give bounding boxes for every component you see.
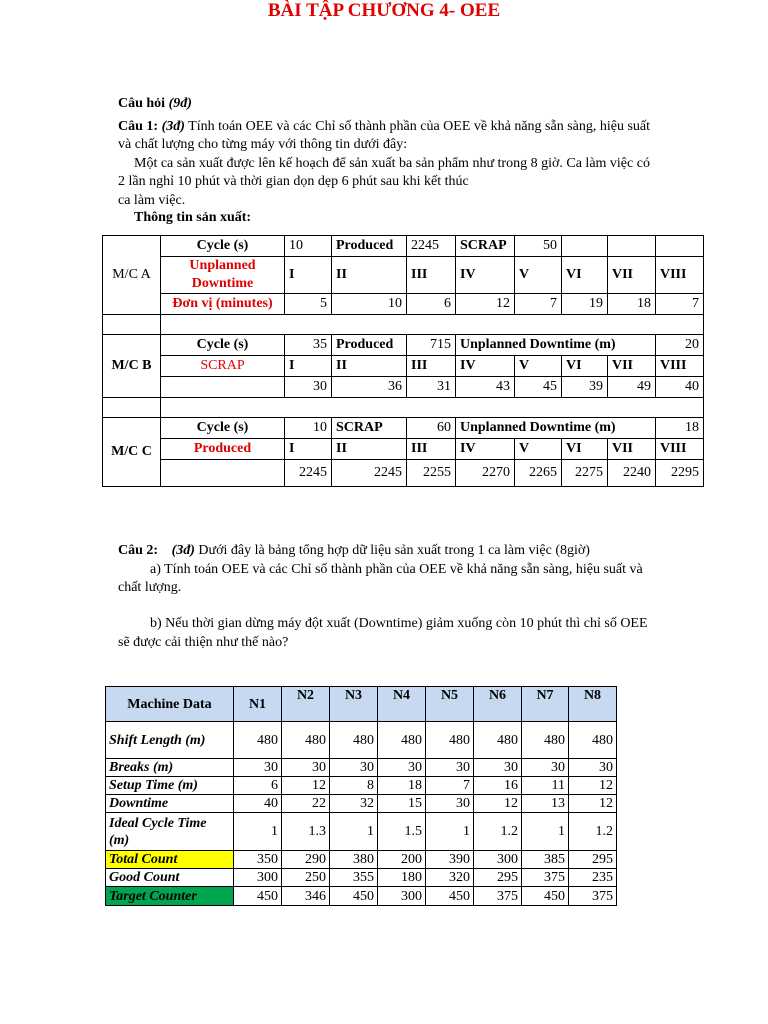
- q2-line1: [118, 542, 590, 560]
- mca-produced: 2245: [407, 236, 456, 257]
- table2-cell: 300: [378, 887, 426, 906]
- gap-row: [103, 315, 704, 335]
- table2-cell: 480: [330, 722, 378, 759]
- table2-cell: 450: [234, 887, 282, 906]
- mcc-row-1: [103, 418, 704, 439]
- mcc-downtime-label: Unplanned Downtime (m): [456, 418, 656, 439]
- table2-row-label: Setup Time (m): [106, 777, 234, 795]
- mca-scrap: 50: [515, 236, 562, 257]
- q2-a-line1: a) Tính toán OEE và các Chỉ số thành phần của OEE về khả năng sẵn sàng, hiệu suất và: [150, 562, 643, 577]
- table2-cell: 30: [378, 759, 426, 777]
- table2-cell: 12: [569, 795, 617, 813]
- mcc-roman: I: [285, 439, 332, 460]
- table2-cell: 250: [282, 869, 330, 887]
- mcb-roman: VIII: [656, 356, 704, 377]
- table2-row: [106, 722, 617, 759]
- mca-scrap-label: SCRAP: [456, 236, 515, 257]
- q2-label: Câu 2:: [118, 543, 159, 558]
- mcc-cycle-label: Cycle (s): [161, 418, 285, 439]
- mca-value: 5: [285, 294, 332, 315]
- mca-roman: VIII: [656, 257, 704, 294]
- mcc-name: M/C C: [103, 418, 161, 487]
- mcc-value: 2255: [407, 460, 456, 487]
- mcc-downtime: 18: [656, 418, 704, 439]
- table2-row: [106, 887, 617, 906]
- table2-cell: 22: [282, 795, 330, 813]
- q1-label: Câu 1:: [118, 119, 159, 134]
- q1-text: Tính toán OEE và các Chỉ số thành phần của OEE về khả năng sẵn sàng, hiệu suất: [184, 119, 651, 134]
- table2-row: [106, 813, 617, 851]
- table2-cell: 8: [330, 777, 378, 795]
- mca-downtime-label: Unplanned Downtime: [161, 257, 285, 294]
- page-title: BÀI TẬP CHƯƠNG 4- OEE: [267, 0, 501, 21]
- mca-value: 12: [456, 294, 515, 315]
- table2-cell: 480: [569, 722, 617, 759]
- mcc-roman: VI: [562, 439, 608, 460]
- table2-cell: 290: [282, 851, 330, 869]
- table2-header-cell: N6: [474, 687, 522, 722]
- mcc-value: 2270: [456, 460, 515, 487]
- table2-row-label: Downtime: [106, 795, 234, 813]
- mca-roman: II: [332, 257, 407, 294]
- table2-cell: 480: [378, 722, 426, 759]
- table2-cell: 1.5: [378, 813, 426, 851]
- mca-roman: I: [285, 257, 332, 294]
- table2-cell: 355: [330, 869, 378, 887]
- table2-cell: 16: [474, 777, 522, 795]
- mcc-scrap: 60: [407, 418, 456, 439]
- mcb-row-1: [103, 335, 704, 356]
- table2-cell: 375: [522, 869, 569, 887]
- table2-cell: 12: [569, 777, 617, 795]
- table2-cell: 375: [474, 887, 522, 906]
- table2-cell: 300: [474, 851, 522, 869]
- table2-row-label: Shift Length (m): [106, 722, 234, 759]
- table2-row: [106, 869, 617, 887]
- mcc-row-2: [103, 439, 704, 460]
- table2-cell: 15: [378, 795, 426, 813]
- table2-cell: 30: [426, 795, 474, 813]
- mcc-value: 2245: [285, 460, 332, 487]
- q1-para1: Một ca sản xuất được lên kế hoạch để sản xuất ba sản phẩm như trong 8 giờ. Ca làm việc có: [134, 156, 650, 171]
- table2-cell: 32: [330, 795, 378, 813]
- table2-cell: 295: [569, 851, 617, 869]
- table2-cell: 18: [378, 777, 426, 795]
- mca-cycle: 10: [285, 236, 332, 257]
- table2-cell: 390: [426, 851, 474, 869]
- mcc-value: 2275: [562, 460, 608, 487]
- mcb-cycle-label: Cycle (s): [161, 335, 285, 356]
- table2-cell: 1: [522, 813, 569, 851]
- table2-row: [106, 759, 617, 777]
- q2-points: (3đ): [171, 543, 195, 558]
- mca-roman: VII: [608, 257, 656, 294]
- table2-cell: 1.2: [569, 813, 617, 851]
- mcc-row-3: [103, 460, 704, 487]
- mcb-value: 40: [656, 377, 704, 398]
- mcb-value: 30: [285, 377, 332, 398]
- mca-value: 6: [407, 294, 456, 315]
- mcb-name: M/C B: [103, 335, 161, 398]
- table2-header-cell: N5: [426, 687, 474, 722]
- table2-cell: 200: [378, 851, 426, 869]
- mca-cycle-label: Cycle (s): [161, 236, 285, 257]
- table2-cell: 7: [426, 777, 474, 795]
- mca-row-3: [103, 294, 704, 315]
- mcb-produced: 715: [407, 335, 456, 356]
- table2-cell: 40: [234, 795, 282, 813]
- machine-data-table: [105, 686, 617, 906]
- table2-header-cell: Machine Data: [106, 687, 234, 722]
- table2-cell: 346: [282, 887, 330, 906]
- table2-cell: 1: [330, 813, 378, 851]
- mca-roman: III: [407, 257, 456, 294]
- table2-cell: 480: [234, 722, 282, 759]
- production-info-table: [102, 235, 704, 487]
- mcc-cycle: 10: [285, 418, 332, 439]
- table2-cell: 385: [522, 851, 569, 869]
- mcb-roman: II: [332, 356, 407, 377]
- mcc-value: 2240: [608, 460, 656, 487]
- mcc-scrap-label: SCRAP: [332, 418, 407, 439]
- table2-cell: 6: [234, 777, 282, 795]
- table2-header-cell: N2: [282, 687, 330, 722]
- gap-row: [103, 398, 704, 418]
- mca-value: 7: [656, 294, 704, 315]
- table2-row-label: Ideal Cycle Time (m): [106, 813, 234, 851]
- mcb-value: 39: [562, 377, 608, 398]
- table2-cell: 30: [474, 759, 522, 777]
- q2-b-line1: b) Nếu thời gian dừng máy đột xuất (Downtime) giảm xuống còn 10 phút thì chỉ số OEE: [150, 616, 648, 631]
- mca-produced-label: Produced: [332, 236, 407, 257]
- table2-row-label: Total Count: [106, 851, 234, 869]
- mcb-downtime-label: Unplanned Downtime (m): [456, 335, 656, 356]
- table2-row-label: Good Count: [106, 869, 234, 887]
- table2-row: [106, 777, 617, 795]
- q1-line1: [118, 118, 650, 136]
- table2-cell: 1: [426, 813, 474, 851]
- mcb-row-2: [103, 356, 704, 377]
- table2-cell: 450: [330, 887, 378, 906]
- mcc-value: 2265: [515, 460, 562, 487]
- mcc-roman: IV: [456, 439, 515, 460]
- table2-cell: 30: [522, 759, 569, 777]
- table2-cell: 300: [234, 869, 282, 887]
- mca-value: 18: [608, 294, 656, 315]
- table2-cell: 30: [330, 759, 378, 777]
- table2-cell: 480: [522, 722, 569, 759]
- table2-cell: 450: [426, 887, 474, 906]
- cau-hoi-points: (9đ): [168, 96, 192, 111]
- table2-cell: 480: [474, 722, 522, 759]
- q2-text: Dưới đây là bảng tổng hợp dữ liệu sản xuất trong 1 ca làm việc (8giờ): [194, 543, 590, 558]
- mcb-cycle: 35: [285, 335, 332, 356]
- mca-row-1: [103, 236, 704, 257]
- table2-cell: 450: [522, 887, 569, 906]
- mca-name: M/C A: [103, 236, 161, 315]
- q2-a-line2: chất lượng.: [118, 580, 182, 595]
- mca-value: 10: [332, 294, 407, 315]
- question-heading: [118, 95, 192, 113]
- mcb-roman: IV: [456, 356, 515, 377]
- q1-para2: 2 lần nghỉ 10 phút và thời gian dọn dẹp 6 phút sau khi kết thúc: [118, 174, 469, 189]
- table2-cell: 13: [522, 795, 569, 813]
- table2-cell: 1.2: [474, 813, 522, 851]
- table2-cell: 235: [569, 869, 617, 887]
- mca-value: 7: [515, 294, 562, 315]
- table2-header-cell: N8: [569, 687, 617, 722]
- q1-points: (3đ): [161, 119, 185, 134]
- cau-hoi-label: Câu hỏi: [118, 96, 166, 111]
- table2-row: [106, 851, 617, 869]
- mcb-roman: I: [285, 356, 332, 377]
- table2-cell: 30: [569, 759, 617, 777]
- mcc-roman: II: [332, 439, 407, 460]
- table2-header-cell: N4: [378, 687, 426, 722]
- table2-row-label: Target Counter: [106, 887, 234, 906]
- table2-row: [106, 795, 617, 813]
- table2-cell: 480: [282, 722, 330, 759]
- mcb-value: 49: [608, 377, 656, 398]
- table2-cell: 30: [282, 759, 330, 777]
- mcb-roman: VI: [562, 356, 608, 377]
- table2-row-label: Breaks (m): [106, 759, 234, 777]
- table2-cell: 12: [474, 795, 522, 813]
- table2-header-row: [106, 687, 617, 722]
- table2-cell: 320: [426, 869, 474, 887]
- table2-cell: 295: [474, 869, 522, 887]
- table2-header-cell: N7: [522, 687, 569, 722]
- q1-line2: và chất lượng cho từng máy với thông tin dưới đây:: [118, 137, 408, 152]
- mcb-value: 36: [332, 377, 407, 398]
- mcb-scrap-label: SCRAP: [161, 356, 285, 377]
- table2-cell: 480: [426, 722, 474, 759]
- table2-cell: 12: [282, 777, 330, 795]
- info-heading: Thông tin sản xuất:: [134, 210, 252, 225]
- mcc-roman: VII: [608, 439, 656, 460]
- mcb-roman: V: [515, 356, 562, 377]
- table2-cell: 1: [234, 813, 282, 851]
- table2-cell: 11: [522, 777, 569, 795]
- mca-roman: VI: [562, 257, 608, 294]
- mcb-value: 31: [407, 377, 456, 398]
- mca-value: 19: [562, 294, 608, 315]
- mca-roman: IV: [456, 257, 515, 294]
- mcc-value: 2295: [656, 460, 704, 487]
- mca-row-2: [103, 257, 704, 294]
- table2-cell: 30: [234, 759, 282, 777]
- mca-unit-label: Đơn vị (minutes): [161, 294, 285, 315]
- table2-cell: 180: [378, 869, 426, 887]
- mcb-value: 45: [515, 377, 562, 398]
- mcb-downtime: 20: [656, 335, 704, 356]
- table2-cell: 380: [330, 851, 378, 869]
- mcc-roman: VIII: [656, 439, 704, 460]
- mca-roman: V: [515, 257, 562, 294]
- q1-para3: ca làm việc.: [118, 193, 186, 208]
- mcc-produced-label: Produced: [161, 439, 285, 460]
- mcb-value: 43: [456, 377, 515, 398]
- table2-cell: 30: [426, 759, 474, 777]
- mcb-roman: III: [407, 356, 456, 377]
- mcb-row-3: [103, 377, 704, 398]
- table2-cell: 1.3: [282, 813, 330, 851]
- table2-cell: 375: [569, 887, 617, 906]
- mcb-produced-label: Produced: [332, 335, 407, 356]
- mcb-roman: VII: [608, 356, 656, 377]
- table2-header-cell: N3: [330, 687, 378, 722]
- table2-header-cell: N1: [234, 687, 282, 722]
- table2-cell: 350: [234, 851, 282, 869]
- mcc-value: 2245: [332, 460, 407, 487]
- mcc-roman: V: [515, 439, 562, 460]
- q2-b-line2: sẽ được cải thiện như thế nào?: [118, 635, 289, 650]
- mcc-roman: III: [407, 439, 456, 460]
